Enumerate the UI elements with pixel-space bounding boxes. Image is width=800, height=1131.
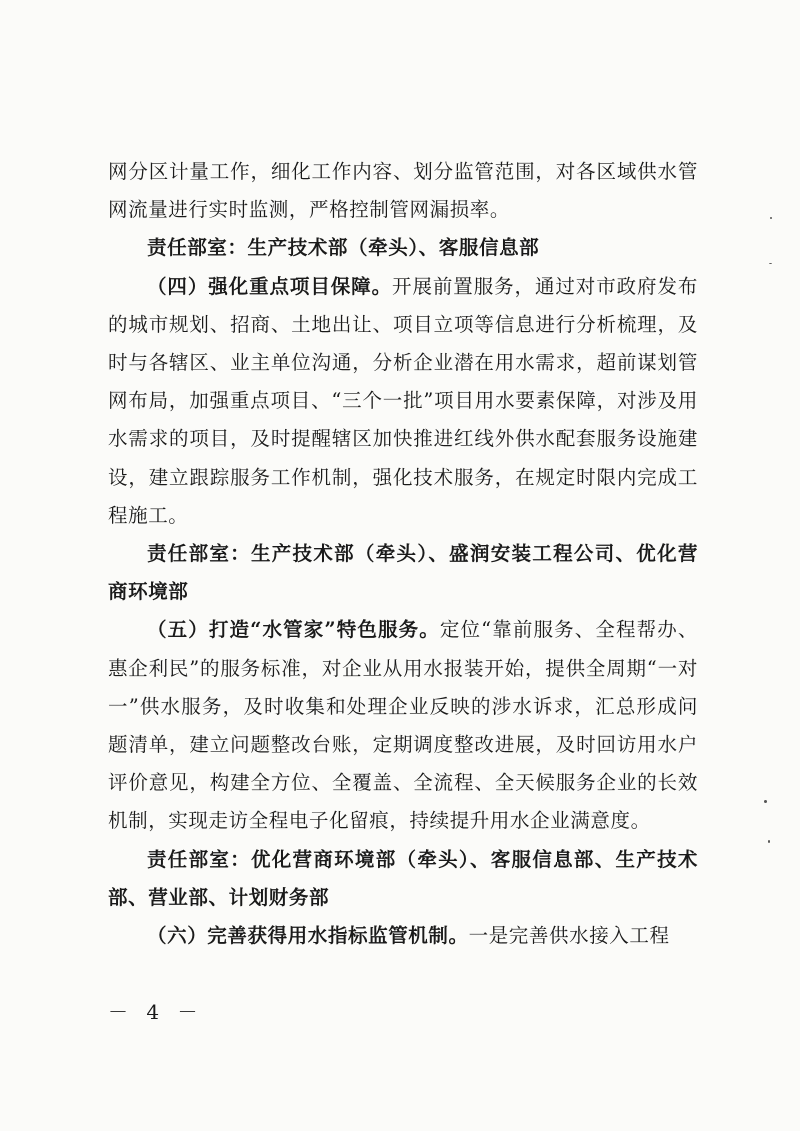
continuation-paragraph: [108, 153, 698, 229]
responsibility-line: [108, 535, 698, 611]
item-heading: （五）打造“水管家”特色服务。: [147, 618, 440, 642]
responsibility-departments: 优化营商环境部（牵头）、客服信息部、生产技术部、营业部、计划财务部: [108, 847, 698, 909]
responsibility-label: 责任部室：: [147, 847, 251, 871]
item-paragraph: [108, 268, 698, 535]
scan-speck: [770, 217, 772, 219]
responsibility-label: 责任部室：: [147, 542, 251, 566]
page-number: － 4 －: [108, 1000, 204, 1024]
paragraph-text: 一是完善供水接入工程: [468, 924, 670, 948]
responsibility-departments: 生产技术部（牵头）、客服信息部: [247, 236, 540, 260]
body-text: [108, 153, 698, 955]
item-heading: （六）完善获得用水指标监管机制。: [147, 924, 469, 948]
responsibility-departments: 生产技术部（牵头）、盛润安装工程公司、优化营商环境部: [108, 542, 698, 604]
item-paragraph: [108, 611, 698, 840]
item-heading: （四）强化重点项目保障。: [147, 274, 393, 298]
scan-speck: [768, 840, 770, 843]
responsibility-line: [108, 841, 698, 917]
scan-speck: [769, 263, 772, 264]
paragraph-text: 定位“靠前服务、全程帮办、惠企利民”的服务标准，对企业从用水报装开始，提供全周期“一对一”供水服务，及时收集和处理企业反映的涉水诉求，汇总形成问题清单，建立问题整改台账，定期调度整改进展，及时回访用水户评价意见，构建全方位、全覆盖、全流程、全天候服务企业的长效机制，实现走访全程电子化留痕，持续提升用水企业满意度。: [108, 618, 698, 833]
responsibility-line: [108, 229, 698, 267]
responsibility-label: 责任部室：: [147, 236, 248, 260]
paragraph-text: 网分区计量工作，细化工作内容、划分监管范围，对各区域供水管网流量进行实时监测，严格控制管网漏损率。: [108, 160, 698, 222]
scan-speck: [764, 800, 767, 803]
paragraph-text: 开展前置服务，通过对市政府发布的城市规划、招商、土地出让、项目立项等信息进行分析梳理，及时与各辖区、业主单位沟通，分析企业潜在用水需求，超前谋划管网布局，加强重点项目、“三个一批”项目用水要素保障，对涉及用水需求的项目，及时提醒辖区加快推进红线外供水配套服务设施建设，建立跟踪服务工作机制，强化技术服务，在规定时限内完成工程施工。: [108, 274, 698, 527]
item-paragraph: [108, 917, 698, 955]
